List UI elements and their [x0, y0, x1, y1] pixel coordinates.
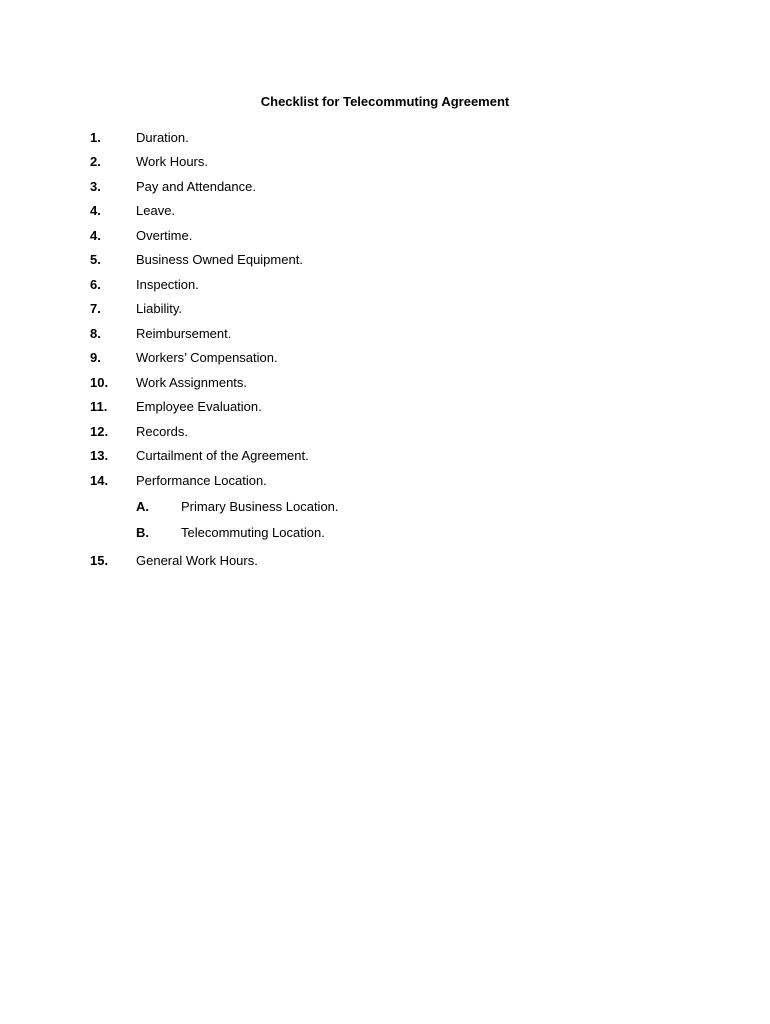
sublist-item: [136, 520, 339, 546]
item-number: 13.: [90, 448, 109, 464]
list-item: [90, 346, 339, 371]
item-number: 7.: [90, 301, 101, 317]
subitem-label: Telecommuting Location.: [181, 525, 325, 540]
list-item: [90, 395, 339, 420]
item-label: Records.: [136, 423, 189, 439]
item-label: Employee Evaluation.: [136, 399, 262, 415]
list-item: [90, 297, 339, 322]
item-number: 4.: [90, 227, 101, 243]
item-label: Duration.: [136, 129, 189, 145]
item-label: General Work Hours.: [136, 553, 258, 569]
list-item: [90, 223, 339, 248]
item-label: Leave.: [136, 203, 176, 219]
item-number: 3.: [90, 178, 101, 194]
list-item: [90, 272, 339, 297]
item-number: 10.: [90, 374, 109, 390]
item-number: 12.: [90, 423, 109, 439]
subitem-letter: B.: [136, 525, 149, 540]
list-item: [90, 174, 339, 199]
item-number: 11.: [90, 399, 108, 415]
item-label: Overtime.: [136, 227, 193, 243]
subitem-letter: A.: [136, 499, 149, 514]
item-number: 2.: [90, 154, 101, 170]
list-item: [90, 549, 339, 574]
list-item: [90, 125, 339, 150]
subitem-label: Primary Business Location.: [181, 499, 339, 514]
item-number: 14.: [90, 472, 109, 488]
item-number: 6.: [90, 276, 101, 292]
sublist: [136, 494, 339, 546]
item-number: 1.: [90, 129, 101, 145]
list-item: [90, 199, 339, 224]
item-label: Liability.: [136, 301, 183, 317]
sublist-container: [90, 494, 339, 546]
item-number: 15.: [90, 553, 109, 569]
list-item: [90, 419, 339, 444]
item-number: 8.: [90, 325, 101, 341]
item-label: Curtailment of the Agreement.: [136, 448, 309, 464]
item-label: Business Owned Equipment.: [136, 252, 303, 268]
item-label: Inspection.: [136, 276, 199, 292]
item-label: Reimbursement.: [136, 325, 232, 341]
list-item: [90, 150, 339, 175]
item-label: Workers’ Compensation.: [136, 350, 278, 366]
list-item: [90, 248, 339, 273]
item-label: Performance Location.: [136, 472, 267, 488]
item-number: 5.: [90, 252, 101, 268]
item-label: Work Hours.: [136, 154, 208, 170]
list-item: [90, 468, 339, 493]
sublist-item: [136, 494, 339, 520]
page-title: Checklist for Telecommuting Agreement: [260, 94, 510, 109]
list-item: [90, 444, 339, 469]
list-item: [90, 321, 339, 346]
list-item: [90, 370, 339, 395]
item-number: 4.: [90, 203, 101, 219]
item-label: Pay and Attendance.: [136, 178, 256, 194]
item-number: 9.: [90, 350, 101, 366]
item-label: Work Assignments.: [136, 374, 248, 390]
checklist: [90, 125, 339, 573]
